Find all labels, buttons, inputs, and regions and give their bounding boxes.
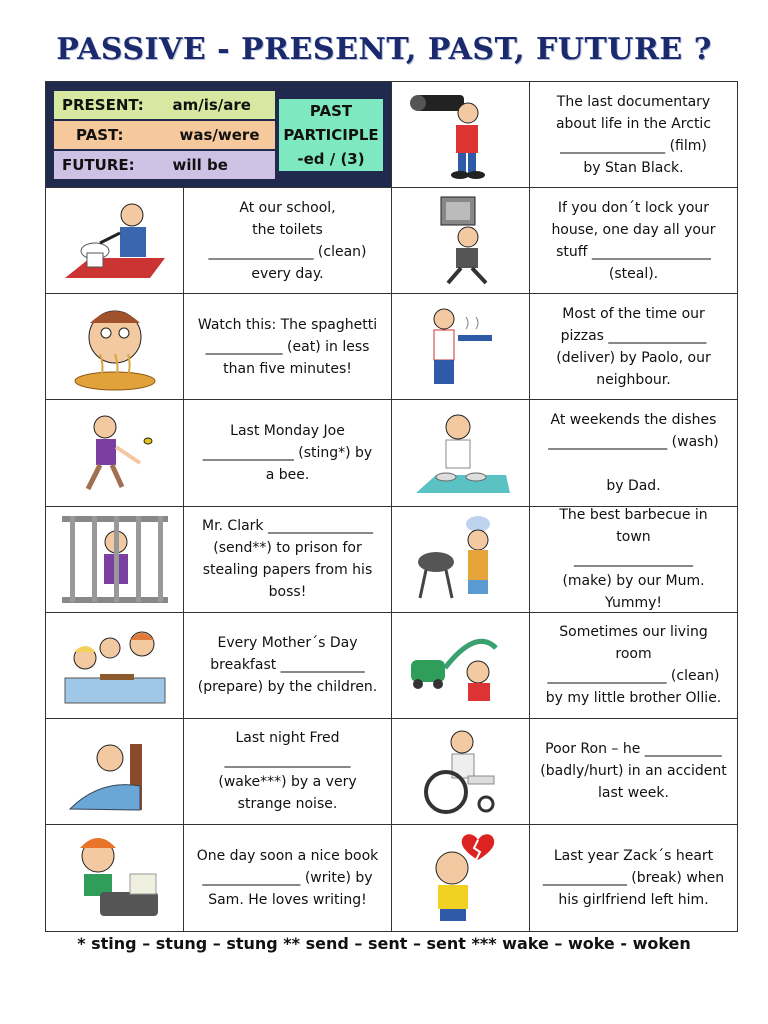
- exercise-picture: [392, 719, 530, 825]
- exercise-12: Last night Fred __________________ (wake***) by a very strange noise.: [184, 719, 392, 825]
- legend-verb: was/were: [179, 125, 260, 144]
- exercise-3: If you don´t lock your house, one day all your stuff _________________ (steal).: [530, 188, 737, 294]
- exercise-5: Most of the time our pizzas ______________ (deliver) by Paolo, our neighbour.: [530, 294, 737, 400]
- legend-row-future: [54, 151, 275, 179]
- exercise-picture: [46, 825, 184, 931]
- dishwashing-icon: [406, 405, 516, 500]
- legend-tense: FUTURE:: [62, 155, 135, 174]
- exercise-grid: [45, 81, 738, 932]
- exercise-1: The last documentary about life in the Arctic _______________ (film) by Stan Black.: [530, 82, 737, 188]
- exercise-9: The best barbecue in town _________________ (make) by our Mum. Yummy!: [530, 507, 737, 613]
- exercise-picture: [392, 507, 530, 613]
- pizza-delivery-icon: [406, 299, 516, 394]
- exercise-picture: [392, 188, 530, 294]
- legend-row-present: [54, 91, 275, 119]
- exercise-2: At our school, the toilets _______________ (clean) every day.: [184, 188, 392, 294]
- wheelchair-icon: [406, 724, 516, 819]
- exercise-7: At weekends the dishes _________________ (wash) by Dad.: [530, 400, 737, 506]
- exercise-8: Mr. Clark _______________ (send**) to prison for stealing papers from his boss!: [184, 507, 392, 613]
- barbecue-icon: [406, 512, 516, 607]
- exercise-picture: [46, 719, 184, 825]
- legend-verb: am/is/are: [172, 95, 251, 114]
- past-participle-box: PAST PARTICIPLE -ed / (3): [279, 99, 383, 171]
- exercise-4: Watch this: The spaghetti ___________ (eat) in less than five minutes!: [184, 294, 392, 400]
- exercise-13: Poor Ron – he ___________ (badly/hurt) in an accident last week.: [530, 719, 737, 825]
- vacuum-cleaner-icon: [406, 618, 516, 713]
- legend-row-past: [54, 121, 275, 149]
- exercise-10: Every Mother´s Day breakfast ____________ (prepare) by the children.: [184, 613, 392, 719]
- exercise-picture: [46, 188, 184, 294]
- spaghetti-eater-icon: [60, 299, 170, 394]
- exercise-15: Last year Zack´s heart ____________ (break) when his girlfriend left him.: [542, 847, 725, 908]
- exercise-6: Last Monday Joe _____________ (sting*) by a bee.: [184, 400, 392, 506]
- bee-sting-icon: [60, 405, 170, 500]
- page-title: PASSIVE - PRESENT, PAST, FUTURE ?: [56, 32, 712, 67]
- legend-verb: will be: [172, 155, 228, 174]
- exercise-11: Sometimes our living room _________________ (clean) by my little brother Ollie.: [530, 613, 737, 719]
- exercise-picture: [392, 82, 530, 188]
- legend-tense: PAST:: [76, 125, 124, 144]
- cameraman-icon: [406, 87, 516, 182]
- breakfast-in-bed-icon: [60, 618, 170, 713]
- exercise-picture: [392, 400, 530, 506]
- legend-tense: PRESENT:: [62, 95, 144, 114]
- tense-legend: [46, 82, 392, 188]
- exercise-picture: [46, 507, 184, 613]
- exercise-14: One day soon a nice book ______________ (write) by Sam. He loves writing!: [184, 825, 392, 931]
- typewriter-icon: [60, 830, 170, 925]
- exercise-picture: [392, 294, 530, 400]
- broken-heart-icon: [406, 830, 516, 925]
- toilet-cleaning-icon: [60, 193, 170, 288]
- irregular-verbs-note: * sting – stung – stung ** send – sent – sent *** wake – woke - woken: [77, 934, 691, 953]
- exercise-picture: [46, 294, 184, 400]
- exercise-picture: [46, 400, 184, 506]
- exercise-picture: [392, 613, 530, 719]
- prisoner-icon: [60, 512, 170, 607]
- exercise-picture: [392, 825, 530, 931]
- exercise-picture: [46, 613, 184, 719]
- tv-thief-icon: [406, 193, 516, 288]
- woken-man-icon: [60, 724, 170, 819]
